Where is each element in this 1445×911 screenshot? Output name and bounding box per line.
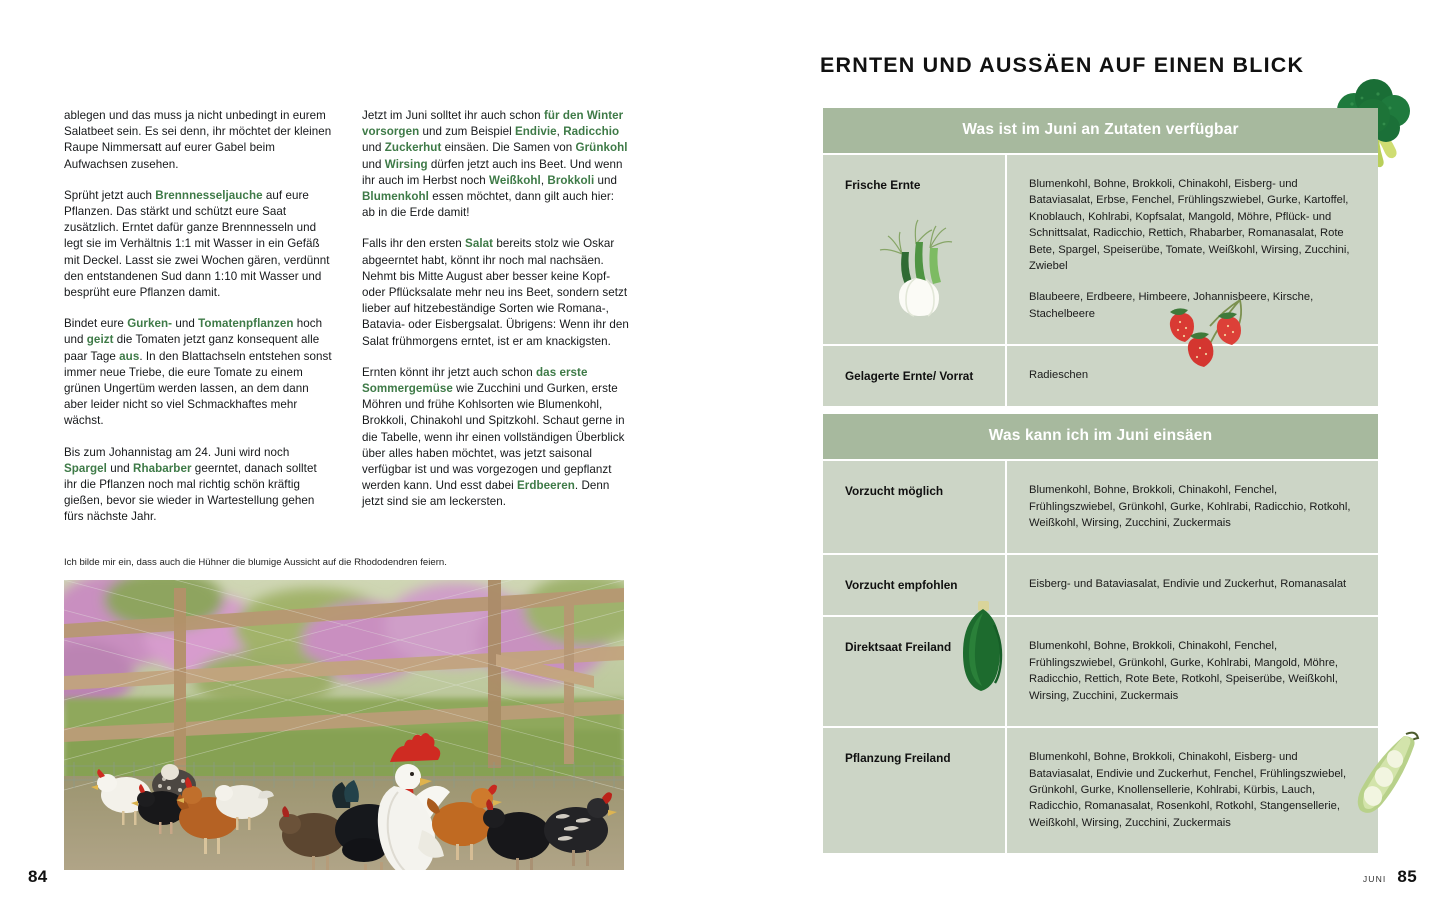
text-run: Sprüht jetzt auch [64,188,156,202]
text-run: ablegen und das muss ja nicht unbedingt in eurem Salatbeet sein. Es sei denn, ihr möchtet der kleinen Raupe Nimmersatt auf eurer Gabel beim Aufwachsen zusehen. [64,109,332,171]
left-page [0,0,722,911]
highlighted-term: Gurken- [127,317,173,331]
highlighted-term: Salat [465,237,494,251]
table-row-label: Gelagerte Ernte/ Vorrat [845,369,974,384]
text-run: bereits stolz wie Oskar abgeerntet habt, könnt ihr noch mal nachsäen. Nehmt bis Mitte August aber besser keine Kopf- oder Pflücksalate mehr neu ins Beet, sondern setzt lieber auf hitzebeständige Sorten wie Romana-, Batavia- oder Eisbergsalat. Übrigens: Wenn ihr den Salat frühmorgens erntet, ist er am knackigsten. [362,237,629,348]
table-row [823,726,1378,853]
produce-list: Blaubeere, Erdbeere, Himbeere, Johannisbeere, Kirsche, Stachelbeere [1029,291,1314,320]
page-title: ERNTEN UND AUSSÄEN AUF EINEN BLICK [820,53,1305,77]
table-row-content [1007,461,1378,553]
text-run: . In den Blattachseln entstehen sonst immer neue Triebe, die eure Tomate zu einem grünen Ungertüm werden lassen, an dem dann aber leider nicht so viel Schmackhaftes mehr wächst. [64,349,332,428]
text-column-two [362,108,630,526]
highlighted-term: Weißkohl [489,173,541,187]
text-run: Bindet eure [64,317,128,331]
text-run: . Denn jetzt sind sie am leckersten. [362,479,610,509]
text-run: hoch und [64,317,323,347]
highlighted-term: das erste Sommergemüse [362,365,588,396]
table-row [823,344,1378,406]
highlighted-term: Erdbeeren [517,479,575,493]
highlighted-term: Spargel [64,461,107,475]
table-row [823,153,1378,344]
highlighted-term: aus [119,349,140,363]
text-run: wie Zucchini und Gurken, erste Möhren und frühe Kohlsorten wie Blumenkohl, Brokkoli, Chinakohl und Spitzkohl. Schaut gerne in die Tabelle, wenn ihr einen vollständigen Überblick über alles haben möchtet, was jetzt saisonal verfügbar ist und was vorgezogen und gepflanzt werden kann. Und esst dabei [362,382,625,493]
highlighted-term: Blumenkohl [362,190,429,204]
highlighted-term: Tomatenpflanzen [198,317,294,331]
paragraph [64,445,332,526]
season-table [823,108,1378,853]
text-run: Falls ihr den ersten [362,237,466,251]
highlighted-term: Brokkoli [547,173,595,187]
paragraph [64,188,332,301]
page-number-right: 85 [1397,867,1417,886]
table-row-label: Direktsaat Freiland [845,640,952,655]
text-run: dürfen jetzt auch ins Beet. Und wenn ihr auch im Herbst noch [362,157,623,187]
highlighted-term: geizt [86,333,114,347]
highlighted-term: Grünkohl [575,141,628,155]
table-row-content [1007,617,1378,726]
text-run: und [362,141,385,155]
section-gap [823,406,1378,414]
paragraph [362,236,630,349]
highlighted-term: Zuckerhut [384,141,442,155]
text-run: auf eure Pflanzen. Das stärkt und schützt eure Saat zusätzlich. Erntet dafür ganze Brennnesseln und legt sie im Verhältnis 1:1 mit Wasser in ein Gefäß mit Deckel. Lasst sie zwei Wochen gären, verdünnt den entstandenen Sud dann 1:10 mit Wasser und besprüht eure Pflanzen damit. [64,188,330,300]
highlighted-term: Wirsing [384,157,428,171]
paragraph [64,316,332,429]
highlighted-term: Endivie [515,125,557,139]
produce-list: Blumenkohl, Bohne, Brokkoli, Chinakohl, Fenchel, Frühlingszwiebel, Grünkohl, Gurke, Kohlrabi, Radicchio, Rotkohl, Weißkohl, Wirsing, Zucchini, Zuckermais [1029,484,1351,530]
text-run: Bis zum Johannistag am 24. Juni wird noch [64,445,290,459]
text-run: Jetzt im Juni solltet ihr auch schon [362,109,544,122]
highlighted-term: für den Winter vorsorgen [362,109,624,139]
table-row-content [1007,728,1378,853]
table-row [823,615,1378,726]
table-row-label: Vorzucht empfohlen [845,578,958,593]
produce-list: Blumenkohl, Bohne, Brokkoli, Chinakohl, Eisberg- und Bataviasalat, Endivie und Zuckerhut, Fenchel, Frühlingszwiebel, Grünkohl, Gurke, Knollensellerie, Kohlrabi, Kürbis, Lauch, Radicchio, Romanasalat, Rosenkohl, Rotkohl, Stangensellerie, Weißkohl, Wirsing, Zucchini, Zuckermais [1029,751,1347,829]
text-run: , [556,125,564,139]
text-run: einsäen. Die Samen von [441,141,576,155]
table-row-content [1007,346,1378,406]
highlighted-term: Rhabarber [133,461,192,475]
produce-list: Eisberg- und Bataviasalat, Endivie und Zuckerhut, Romanasalat [1029,578,1347,591]
text-run: und [172,317,199,331]
folio-month-label: JUNI [1362,874,1387,884]
text-run: und [106,461,134,475]
chicken-run-photo [64,580,624,870]
photo-caption: Ich bilde mir ein, dass auch die Hühner die blumige Aussicht auf die Rhododendren feiern. [64,557,447,568]
text-run: und zum Beispiel [419,125,515,139]
produce-list: Blumenkohl, Bohne, Brokkoli, Chinakohl, Eisberg- und Bataviasalat, Erbse, Fenchel, Frühlingszwiebel, Gurke, Kartoffel, Knoblauch, Kohlrabi, Kopfsalat, Mangold, Möhre, Pflück- und Schnittsalat, Radicchio, Rettich, Rhabarber, Romanasalat, Rote Bete, Spargel, Speiserübe, Tomate, Weißkohl, Wirsing, Zucchini, Zwiebel [1029,178,1350,273]
table-row-label: Vorzucht möglich [845,484,944,499]
table-section-header: Was ist im Juni an Zutaten verfügbar [823,108,1378,153]
highlighted-term: Radicchio [563,125,620,139]
paragraph [64,108,332,173]
produce-list: Radieschen [1029,369,1089,382]
text-column-one [64,108,332,526]
text-run: und [594,173,618,187]
paragraph [362,365,630,511]
body-text-columns [64,108,630,526]
table-row-label: Pflanzung Freiland [845,751,951,766]
text-run: geerntet, danach solltet ihr die Pflanzen noch mal richtig schön kräftig gießen, bevor sie wieder in Wartestellung gehen fürs nächste Jahr. [64,461,317,524]
table-row-content [1007,155,1378,344]
highlighted-term: Brennnesseljauche [155,188,263,202]
produce-list: Blumenkohl, Bohne, Brokkoli, Chinakohl, Fenchel, Frühlingszwiebel, Grünkohl, Gurke, Kohlrabi, Mangold, Möhre, Radicchio, Rettich, Rote Bete, Rotkohl, Speiserübe, Weißkohl, Wirsing, Zucchini, Zuckermais [1029,640,1339,702]
table-row [823,459,1378,553]
page-number-left: 84 [28,867,48,886]
page-number-right-group [1363,867,1417,887]
paragraph [362,108,630,221]
text-run: essen möchtet, dann gilt auch hier: ab in die Erde damit! [362,190,615,220]
table-row-label: Frische Ernte [845,178,921,192]
table-section-header: Was kann ich im Juni einsäen [823,414,1378,459]
right-page [722,0,1445,911]
text-run: Ernten könnt ihr jetzt auch schon [362,365,537,379]
table-row-content [1007,555,1378,615]
text-run: die Tomaten jetzt ganz konsequent alle paar Tage [64,333,320,363]
text-run: und [362,157,385,171]
table-row [823,553,1378,615]
text-run: , [540,173,548,187]
